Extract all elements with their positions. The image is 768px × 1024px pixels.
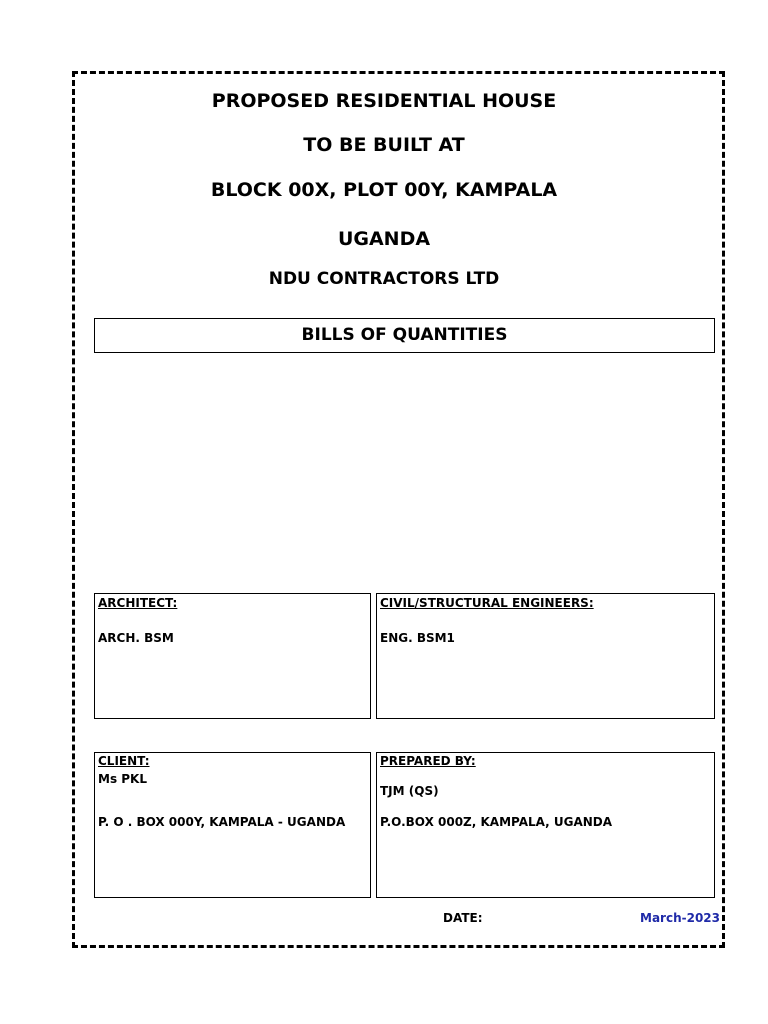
client-box xyxy=(94,752,371,898)
client-name: Ms PKL xyxy=(98,772,148,786)
project-country: UGANDA xyxy=(337,228,431,250)
project-title-line-2: TO BE BUILT AT xyxy=(303,134,465,156)
project-title-line-1: PROPOSED RESIDENTIAL HOUSE xyxy=(211,90,557,112)
prepared-by-label: PREPARED BY: xyxy=(380,754,476,768)
architect-box xyxy=(94,593,371,719)
date-label: DATE: xyxy=(443,911,483,925)
client-address: P. O . BOX 000Y, KAMPALA - UGANDA xyxy=(98,815,346,829)
engineers-name: ENG. BSM1 xyxy=(380,631,455,645)
document-title: BILLS OF QUANTITIES xyxy=(94,318,715,353)
prepared-by-name: TJM (QS) xyxy=(380,784,439,798)
client-label: CLIENT: xyxy=(98,754,150,768)
prepared-by-box xyxy=(376,752,715,898)
architect-label: ARCHITECT: xyxy=(98,596,178,610)
date-value: March-2023 xyxy=(640,911,720,925)
engineers-label: CIVIL/STRUCTURAL ENGINEERS: xyxy=(380,596,594,610)
architect-name: ARCH. BSM xyxy=(98,631,174,645)
engineers-box xyxy=(376,593,715,719)
contractor-name: NDU CONTRACTORS LTD xyxy=(268,269,500,289)
project-location: BLOCK 00X, PLOT 00Y, KAMPALA xyxy=(210,179,558,201)
prepared-by-address: P.O.BOX 000Z, KAMPALA, UGANDA xyxy=(380,815,613,829)
